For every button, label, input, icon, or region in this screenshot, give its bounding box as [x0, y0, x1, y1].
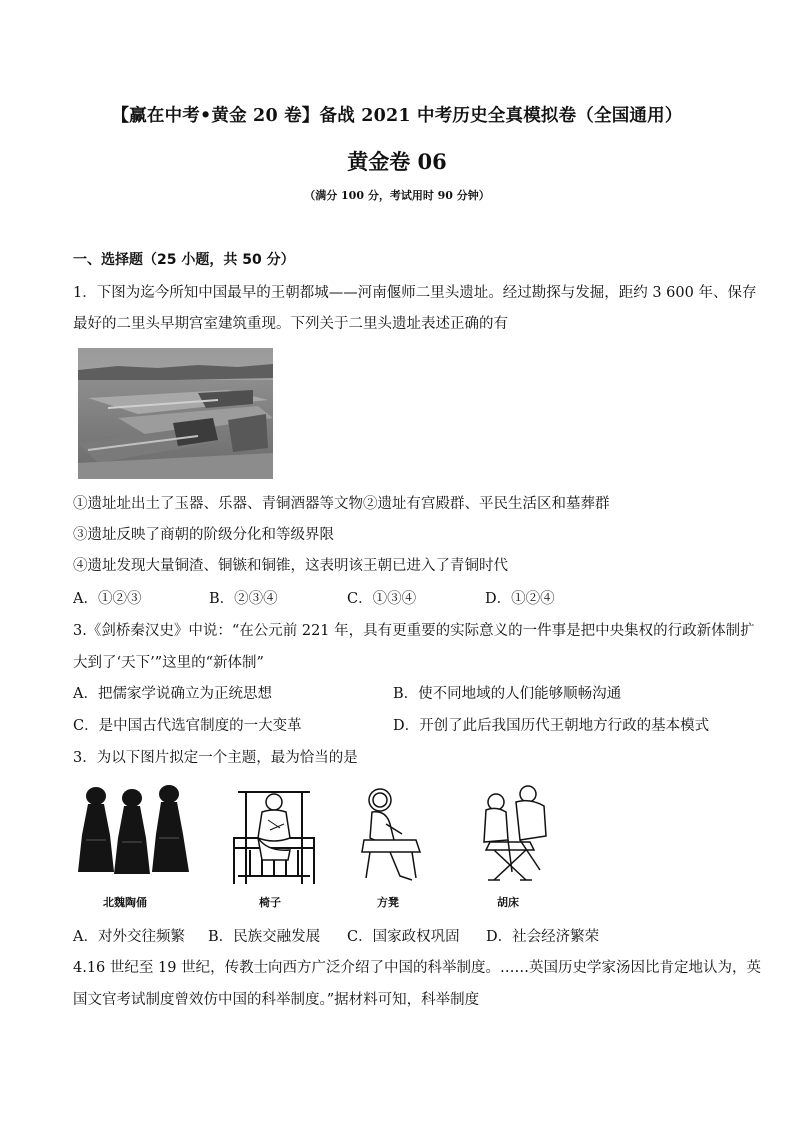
- q1-stem-line1: 1．下图为迄今所知中国最早的王朝都城——河南偃师二里头遗址。经过勘探与发掘，距约 3 600 年、保存: [73, 285, 757, 301]
- section-title: 一、选择题（25 小题，共 50 分）: [73, 252, 295, 268]
- q3-option-d[interactable]: D．社会经济繁荣: [486, 929, 600, 945]
- q1-option-b[interactable]: B．②③④: [209, 591, 278, 607]
- exam-title: 【赢在中考•黄金 20 卷】备战 2021 中考历史全真模拟卷（全国通用）: [111, 106, 683, 126]
- caption-pottery-figurines: 北魏陶俑: [103, 896, 147, 909]
- q1-statement-3: ③遗址反映了商朝的阶级分化和等级界限: [73, 527, 334, 543]
- q1-statement-1-2: ①遗址址出土了玉器、乐器、青铜酒器等文物②遗址有宫殿群、平民生活区和墓葬群: [73, 496, 610, 512]
- q3-option-a[interactable]: A．对外交往频繁: [73, 929, 185, 945]
- q4-stem-line1: 4.16 世纪至 19 世纪，传教士向西方广泛介绍了中国的科举制度。……英国历史学家汤因比肯定地认为，英: [73, 960, 762, 976]
- paper-number: 黄金卷 06: [347, 149, 447, 174]
- chair-image: [228, 780, 320, 894]
- q2-option-b[interactable]: B．使不同地域的人们能够顺畅沟通: [393, 686, 622, 702]
- caption-folding-stool: 胡床: [497, 896, 519, 909]
- caption-chair: 椅子: [259, 896, 281, 909]
- q1-option-a[interactable]: A．①②③: [73, 591, 142, 607]
- caption-square-stool: 方凳: [377, 896, 399, 909]
- q2-stem-line1: 3.《剑桥秦汉史》中说：“在公元前 221 年，具有更重要的实际意义的一件事是把中央集权的行政新体制扩: [73, 623, 755, 639]
- q3-option-c[interactable]: C．国家政权巩固: [347, 929, 460, 945]
- q4-stem-line2: 国文官考试制度曾效仿中国的科举制度。”据材料可知，科举制度: [73, 992, 480, 1008]
- q3-stem: 3．为以下图片拟定一个主题，最为恰当的是: [73, 750, 358, 766]
- folding-stool-image: [460, 780, 555, 894]
- erlitou-site-photo: [78, 348, 273, 479]
- q2-stem-line2: 大到了‘天下’”这里的“新体制”: [73, 655, 264, 671]
- q1-stem-line2: 最好的二里头早期宫室建筑重现。下列关于二里头遗址表述正确的有: [73, 316, 508, 332]
- exam-note: （满分 100 分，考试用时 90 分钟）: [304, 189, 490, 202]
- q2-option-d[interactable]: D．开创了此后我国历代王朝地方行政的基本模式: [393, 718, 710, 734]
- q1-option-d[interactable]: D．①②④: [485, 591, 555, 607]
- q3-option-b[interactable]: B．民族交融发展: [208, 929, 321, 945]
- pottery-figurines-image: [74, 780, 194, 884]
- q1-option-c[interactable]: C．①③④: [347, 591, 417, 607]
- q1-statement-4: ④遗址发现大量铜渣、铜镞和铜锥，这表明该王朝已进入了青铜时代: [73, 558, 508, 574]
- q2-option-c[interactable]: C．是中国古代选官制度的一大变革: [73, 718, 302, 734]
- square-stool-image: [350, 780, 430, 894]
- q2-option-a[interactable]: A．把儒家学说确立为正统思想: [73, 686, 272, 702]
